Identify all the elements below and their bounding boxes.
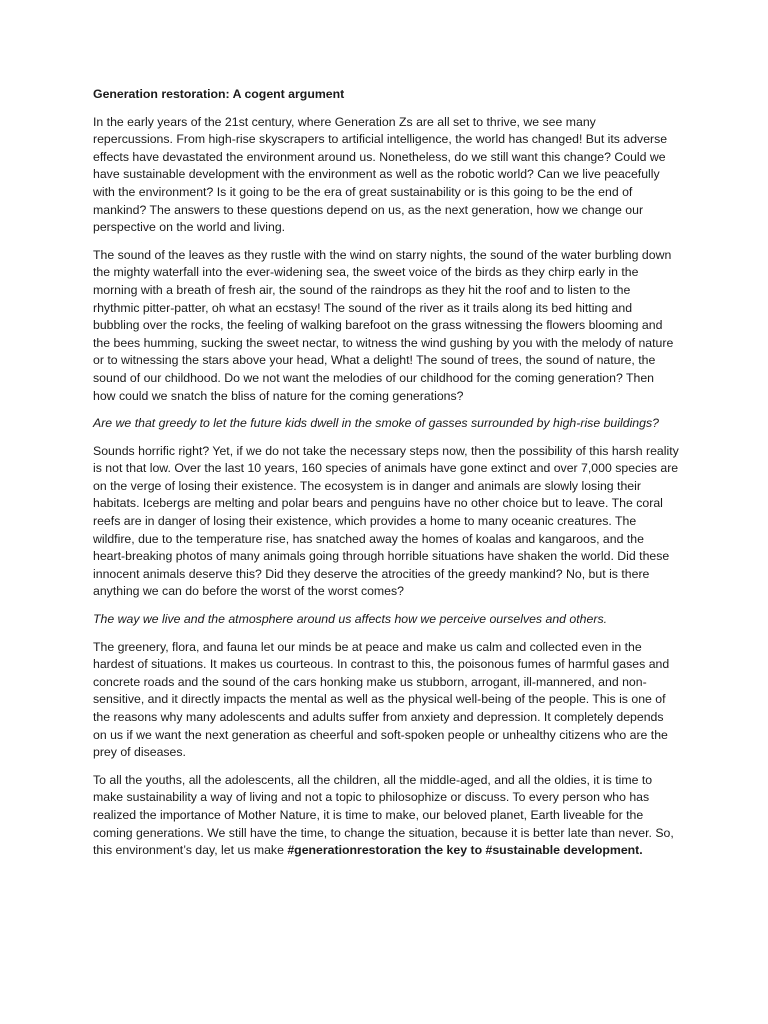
paragraph-closing <box>93 772 679 860</box>
paragraph-sounds-of-nature: The sound of the leaves as they rustle with the wind on starry nights, the sound of the water burbling down the mighty waterfall into the ever-widening sea, the sweet voice of the birds as they chirp early in the morning with a breath of fresh air, the sound of the raindrops as they hit the roof and to listen to the rhythmic pitter-patter, oh what an ecstasy! The sound of the river as it trails along its bed hitting and bubbling over the rocks, the feeling of walking barefoot on the grass witnessing the flowers blooming and the bees humming, sucking the sweet nectar, to witness the wind gushing by you with the melody of nature or to witnessing the stars above your head, What a delight! The sound of trees, the sound of nature, the sound of our childhood. Do we not want the melodies of our childhood for the coming generation? Then how could we snatch the bliss of nature for the coming generations? <box>93 247 674 403</box>
closing-text: To all the youths, all the adolescents, all the children, all the middle-aged, and all the oldies, it is time to make sustainability a way of living and not a topic to philosophize or discuss. To every person who has realized the importance of Mother Nature, it is time to make, our beloved planet, Earth liveable for the coming generations. We still have the time, to change the situation, because it is better late than never. So, this environment’s day, let us make <box>93 772 674 858</box>
paragraph-intro: In the early years of the 21st century, where Generation Zs are all set to thrive, we see many repercussions. From high-rise skyscrapers to artificial intelligence, the world has changed! But its adverse effects have devastated the environment around us. Nonetheless, do we still want this change? Could we have sustainable development with the environment as well as the robotic world? Can we live peacefully with the environment? Is it going to be the era of great sustainability or is this going to be the end of mankind? The answers to these questions depend on us, as the next generation, how we change our perspective on the world and living. <box>93 114 668 235</box>
paragraph-question-italic: Are we that greedy to let the future kids dwell in the smoke of gasses surrounded by high-rise buildings? <box>93 416 659 431</box>
paragraph-atmosphere-italic: The way we live and the atmosphere around us affects how we perceive ourselves and others. <box>93 612 608 627</box>
paragraph-greenery: The greenery, flora, and fauna let our minds be at peace and make us calm and collected even in the hardest of situations. It makes us courteous. In contrast to this, the poisonous fumes of harmful gases and concrete roads and the sound of the cars honking make us stubborn, arrogant, ill-mannered, and non-sensitive, and it directly impacts the mental as well as the physical well-being of the people. This is one of the reasons why many adolescents and adults suffer from anxiety and depression. It completely depends on us if we want the next generation as cheerful and soft-spoken people or unhealthy citizens who are the prey of diseases. <box>93 639 670 760</box>
paragraph-extinction: Sounds horrific right? Yet, if we do not take the necessary steps now, then the possibility of this harsh reality is not that low. Over the last 10 years, 160 species of animals have gone extinct and over 7,000 species are on the verge of losing their existence. The ecosystem is in danger and animals are slowly losing their habitats. Icebergs are melting and polar bears and penguins have no other choice but to leave. The coral reefs are in danger of losing their existence, which provides a home to many oceanic creatures. The wildfire, due to the temperature rise, has snatched away the homes of koalas and kangaroos, and the heart-breaking photos of many animals going through horrible situations have shaken the world. Did these innocent animals deserve this? Did they deserve the atrocities of the greedy mankind? No, but is there anything we can do before the worst of the worst comes? <box>93 443 679 599</box>
closing-bold-hashtags: #generationrestoration the key to #sustainable development. <box>287 843 643 858</box>
document-page <box>93 86 679 870</box>
document-title: Generation restoration: A cogent argument <box>93 87 345 101</box>
